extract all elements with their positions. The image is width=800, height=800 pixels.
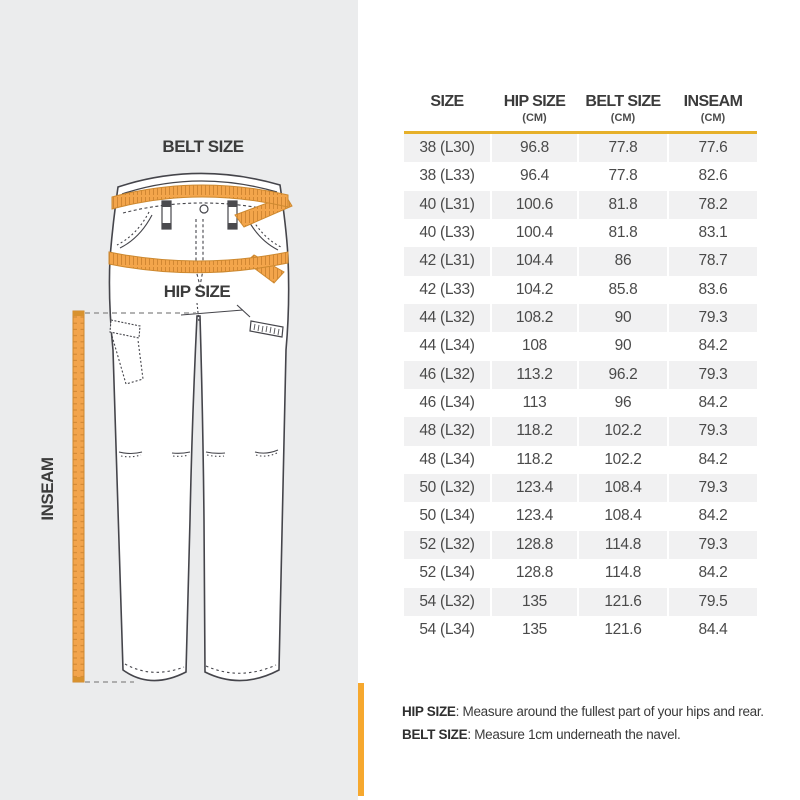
pants-measurement-diagram [0,0,358,800]
table-row [404,304,757,332]
table-cell: 121.6 [604,620,642,638]
table-row [404,191,757,219]
table-cell: 38 (L30) [404,134,490,162]
table-cell: 108.4 [604,507,642,525]
hip-size-label: HIP SIZE [163,282,231,301]
table-cell: 135 [522,620,547,638]
table-cell: 102.2 [604,450,642,468]
col-header-size: SIZE [430,93,464,110]
table-row [404,417,757,445]
table-cell: 118.2 [516,450,553,468]
table-cell: 108.2 [492,304,577,332]
table-cell: 77.8 [579,134,667,162]
table-cell: 85.8 [608,280,638,298]
table-cell: 79.5 [669,588,757,616]
table-row [404,276,757,304]
hip-size-note-label: HIP SIZE [402,704,456,719]
table-cell: 83.1 [698,224,728,242]
table-row [404,559,757,587]
col-header-inseam: INSEAM (CM) [683,93,743,124]
col-header-hip-size: HIP SIZE (CM) [503,93,566,124]
table-cell: 48 (L34) [419,450,475,468]
hip-size-note-text: : Measure around the fullest part of your hips and rear. [455,704,764,719]
size-table [404,88,757,644]
table-cell: 50 (L34) [419,507,475,525]
table-cell: 81.8 [579,191,667,219]
table-cell: 118.2 [492,417,577,445]
table-cell: 121.6 [579,588,667,616]
table-cell: 44 (L32) [404,304,490,332]
table-cell: 113 [522,394,547,412]
table-cell: 104.2 [515,280,554,298]
table-cell: 84.2 [698,394,728,412]
table-cell: 79.3 [669,417,757,445]
table-row [404,502,757,530]
table-cell: 96.2 [579,361,667,389]
diagram-panel [0,0,358,800]
table-cell: 52 (L34) [419,564,475,582]
measurement-notes [402,701,792,746]
table-cell: 40 (L31) [404,191,490,219]
table-row [404,616,757,644]
table-row [404,332,757,360]
pants-outline [109,173,288,680]
table-cell: 84.4 [698,620,728,638]
table-cell: 42 (L33) [419,280,475,298]
table-cell: 54 (L34) [419,620,475,638]
col-header-belt-size: BELT SIZE (CM) [585,93,661,124]
table-cell: 108 [522,337,547,355]
table-cell: 44 (L34) [419,337,475,355]
table-cell: 84.2 [698,564,728,582]
table-cell: 84.2 [698,337,728,355]
table-cell: 79.3 [669,361,757,389]
table-cell: 81.8 [608,224,638,242]
table-cell: 128.8 [515,564,554,582]
table-cell: 128.8 [492,531,577,559]
table-cell: 113.2 [492,361,577,389]
inseam-ruler [73,311,84,682]
table-cell: 84.2 [698,450,728,468]
table-cell: 123.4 [492,474,577,502]
belt-size-note [402,724,792,747]
table-cell: 78.7 [669,247,757,275]
table-cell: 42 (L31) [404,247,490,275]
accent-bar [358,683,364,796]
table-row [404,219,757,247]
table-row [404,474,757,502]
table-cell: 114.8 [604,564,642,582]
table-cell: 79.3 [669,304,757,332]
table-cell: 79.3 [669,531,757,559]
table-cell: 77.6 [669,134,757,162]
belt-size-label: BELT SIZE [162,137,244,156]
hip-size-note [402,701,792,724]
table-cell: 46 (L34) [419,394,475,412]
table-cell: 100.6 [492,191,577,219]
belt-size-note-label: BELT SIZE [402,726,468,742]
table-body [404,134,757,644]
table-cell: 83.6 [698,280,728,298]
table-cell: 96 [614,394,632,412]
table-cell: 90 [579,304,667,332]
table-cell: 100.4 [515,224,554,242]
table-cell: 114.8 [579,531,667,559]
table-cell: 90 [614,337,632,355]
table-cell: 96.8 [492,134,577,162]
table-cell: 108.4 [579,474,667,502]
table-cell: 48 (L32) [404,417,490,445]
table-cell: 135 [492,588,577,616]
table-row [404,389,757,417]
table-header [404,88,757,134]
table-cell: 38 (L33) [419,167,475,185]
table-row [404,588,757,616]
table-cell: 52 (L32) [404,531,490,559]
inseam-label: INSEAM [38,457,57,521]
table-cell: 40 (L33) [419,224,475,242]
table-row [404,247,757,275]
table-row [404,446,757,474]
table-row [404,134,757,162]
table-cell: 79.3 [669,474,757,502]
table-cell: 78.2 [669,191,757,219]
table-cell: 46 (L32) [404,361,490,389]
table-cell: 104.4 [492,247,577,275]
table-row [404,162,757,190]
table-cell: 54 (L32) [404,588,490,616]
belt-size-note-text: : Measure 1cm underneath the navel. [467,726,681,742]
table-cell: 50 (L32) [404,474,490,502]
table-cell: 82.6 [698,167,728,185]
table-row [404,361,757,389]
table-cell: 96.4 [520,167,549,185]
table-cell: 123.4 [515,507,554,525]
table-row [404,531,757,559]
table-cell: 102.2 [579,417,667,445]
table-cell: 86 [579,247,667,275]
table-cell: 84.2 [698,507,728,525]
table-cell: 77.8 [608,167,638,185]
